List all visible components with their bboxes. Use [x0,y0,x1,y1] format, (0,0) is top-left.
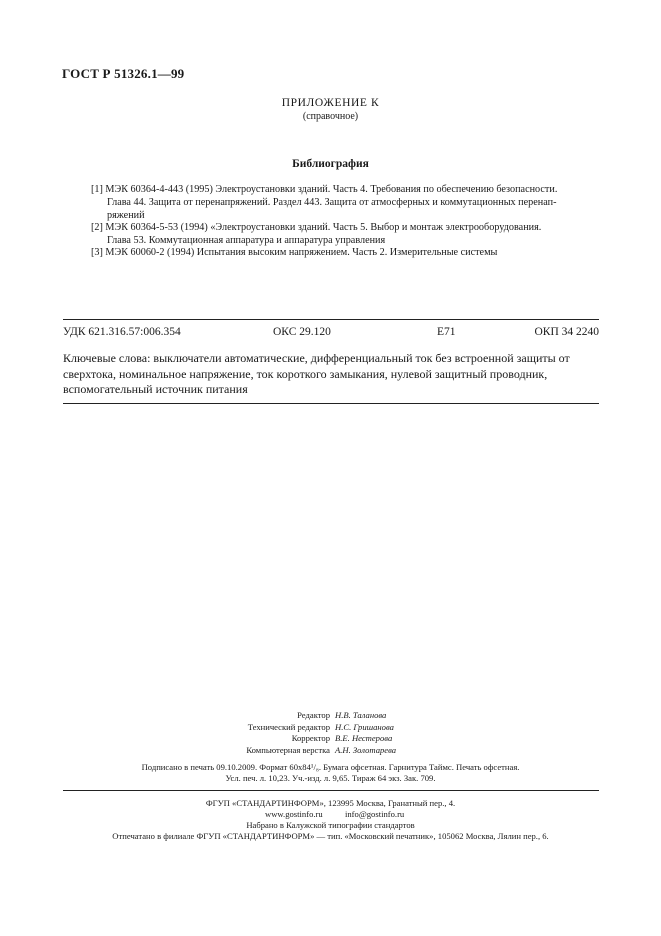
bibliography-entry [91,246,599,260]
printing-note: Отпечатано в филиале ФГУП «СТАНДАРТИНФОРМ» — тип. «Московский печатник», 105062 Москва, Лялин пер., 6. [112,831,549,841]
bibliography-line: Глава 53. Коммутационная аппаратура и аппаратура управления [107,235,386,246]
bibliography-line: ряжений [107,210,145,221]
bibliography-line: Глава 44. Защита от перенапряжений. Раздел 443. Защита от атмосферных и коммутационных перенап- [107,197,557,208]
bibliography-line: [2] МЭК 60364-5-53 (1994) «Электроустановки зданий. Часть 5. Выбор и монтаж электрооборудования. [91,222,542,233]
credit-role: Технический редактор [247,721,330,732]
credit-name: А.Н. Золотарева [335,744,397,755]
standard-number: ГОСТ Р 51326.1—99 [62,66,185,81]
oks-code: ОКС 29.120 [273,326,331,338]
publisher-email: info@gostinfo.ru [345,809,405,819]
print-info-line: Усл. печ. л. 10,23. Уч.-изд. л. 9,65. Тираж 64 экз. Зак. 709. [225,773,436,783]
keywords-line: Ключевые слова: выключатели автоматические, дифференциальный ток без встроенной защиты от [63,351,570,365]
keywords-line: сверхтока, номинальное напряжение, ток короткого замыкания, нулевой защитный проводник, [63,366,548,381]
bibliography-entry [91,221,599,248]
bibliography-line: [1] МЭК 60364-4-443 (1995) Электроустановки зданий. Часть 4. Требования по обеспечению безопасности. [91,184,558,195]
bibliography-entry [91,183,599,223]
appendix-title: ПРИЛОЖЕНИЕ К [281,97,380,109]
credit-role: Корректор [291,733,330,743]
publisher-website: www.gostinfo.ru [265,809,323,819]
bibliography-heading: Библиография [292,158,369,170]
appendix-subtitle: (справочное) [302,111,359,122]
keywords [63,351,599,399]
credit-role: Компьютерная верстка [246,744,330,755]
divider [63,319,599,320]
divider [63,403,599,404]
credit-name: Н.В. Таланова [335,710,387,720]
publisher-address: ФГУП «СТАНДАРТИНФОРМ», 123995 Москва, Гранатный пер., 4. [205,798,456,808]
print-info-line: Подписано в печать 09.10.2009. Формат 60х84¹/₈. Бумага офсетная. Гарнитура Таймс. Печать офсетная. [141,762,520,772]
classification-code: Е71 [437,326,456,338]
divider [63,790,599,791]
credits [200,710,460,756]
credit-name: В.Е. Нестерова [335,733,393,743]
okp-code: ОКП 34 2240 [534,326,599,338]
bibliography-line: [3] МЭК 60060-2 (1994) Испытания высоким напряжением. Часть 2. Измерительные системы [91,247,498,258]
credit-name: Н.С. Гришанова [335,721,394,732]
credit-role: Редактор [297,710,330,720]
keywords-line: вспомогательный источник питания [63,382,248,396]
typesetting-note: Набрано в Калужской типографии стандартов [246,820,415,830]
udk-code: УДК 621.316.57:006.354 [63,326,181,338]
